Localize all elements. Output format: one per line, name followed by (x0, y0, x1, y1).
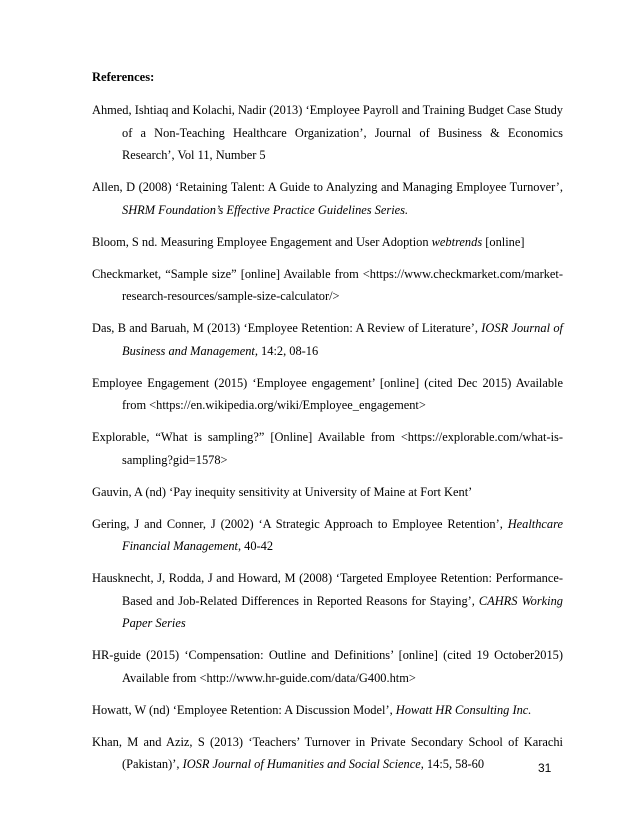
reference-entry (92, 231, 563, 254)
reference-entry (92, 731, 563, 776)
reference-text: Hausknecht, J, Rodda, J and Howard, M (2008) ‘Targeted Employee Retention: Performance-Based and Job-Related Differences in Reported Reasons for Staying’, (92, 571, 563, 608)
reference-entry (92, 699, 563, 722)
reference-text: Howatt, W (nd) ‘Employee Retention: A Discussion Model’, (92, 702, 393, 717)
reference-entry (92, 644, 563, 689)
reference-source: IOSR Journal of Business and Management, (122, 321, 563, 358)
reference-text: Khan, M and Aziz, S (2013) ‘Teachers’ Turnover in Private Secondary School of Karachi (Pakistan)’, (92, 734, 563, 771)
reference-entry (92, 372, 563, 417)
reference-entry (92, 176, 563, 221)
reference-entry (92, 481, 563, 504)
reference-text: Das, B and Baruah, M (2013) ‘Employee Retention: A Review of Literature’, (92, 321, 478, 335)
reference-source: CAHRS Working Paper Series (122, 593, 563, 630)
reference-source: Howatt HR Consulting Inc. (395, 702, 532, 717)
reference-tail: 14:2, 08-16 (261, 343, 319, 358)
reference-text: Employee Engagement (2015) ‘Employee engagement’ [online] (cited Dec 2015) Available from <https://en.wikipedia.org/wiki/Employee_engagement> (92, 375, 563, 412)
reference-list (92, 99, 563, 785)
reference-entry (92, 567, 563, 635)
reference-entry (92, 263, 563, 308)
reference-source: IOSR Journal of Humanities and Social Science, (182, 757, 424, 771)
reference-text: Allen, D (2008) ‘Retaining Talent: A Guide to Analyzing and Managing Employee Turnover’, (92, 180, 563, 194)
reference-entry (92, 426, 563, 471)
reference-source: SHRM Foundation’s Effective Practice Guidelines Series. (122, 202, 409, 217)
reference-entry (92, 513, 563, 558)
reference-entry (92, 99, 563, 167)
reference-text: Explorable, “What is sampling?” [Online] Available from <https://explorable.com/what-is-sampling?gid=1578> (92, 430, 563, 467)
references-heading: References: (92, 70, 155, 84)
reference-source: webtrends (431, 234, 483, 249)
reference-text: Gauvin, A (nd) ‘Pay inequity sensitivity at University of Maine at Fort Kent’ (92, 484, 473, 499)
reference-source: Healthcare Financial Management (122, 516, 563, 553)
reference-text: Ahmed, Ishtiaq and Kolachi, Nadir (2013) ‘Employee Payroll and Training Budget Case Study of a Non-Teaching Healthcare Organization’, Journal of Business & Economics Research’, Vol 11, Number 5 (92, 103, 563, 162)
reference-text: Checkmarket, “Sample size” [online] Available from <https://www.checkmarket.com/market-research-resources/sample-size-calculator/> (92, 266, 563, 303)
reference-text: Gering, J and Conner, J (2002) ‘A Strategic Approach to Employee Retention’, (92, 516, 503, 531)
reference-tail: [online] (485, 234, 525, 249)
reference-text: Bloom, S nd. Measuring Employee Engagement and User Adoption (92, 234, 429, 249)
reference-text: HR-guide (2015) ‘Compensation: Outline and Definitions’ [online] (cited 19 October2015) Available from <http://www.hr-guide.com/data/G400.htm> (92, 648, 563, 685)
reference-entry (92, 317, 563, 362)
page-number: 31 (538, 761, 552, 775)
reference-tail: 14:5, 58-60 (426, 757, 485, 771)
reference-tail: , 40-42 (237, 539, 274, 553)
